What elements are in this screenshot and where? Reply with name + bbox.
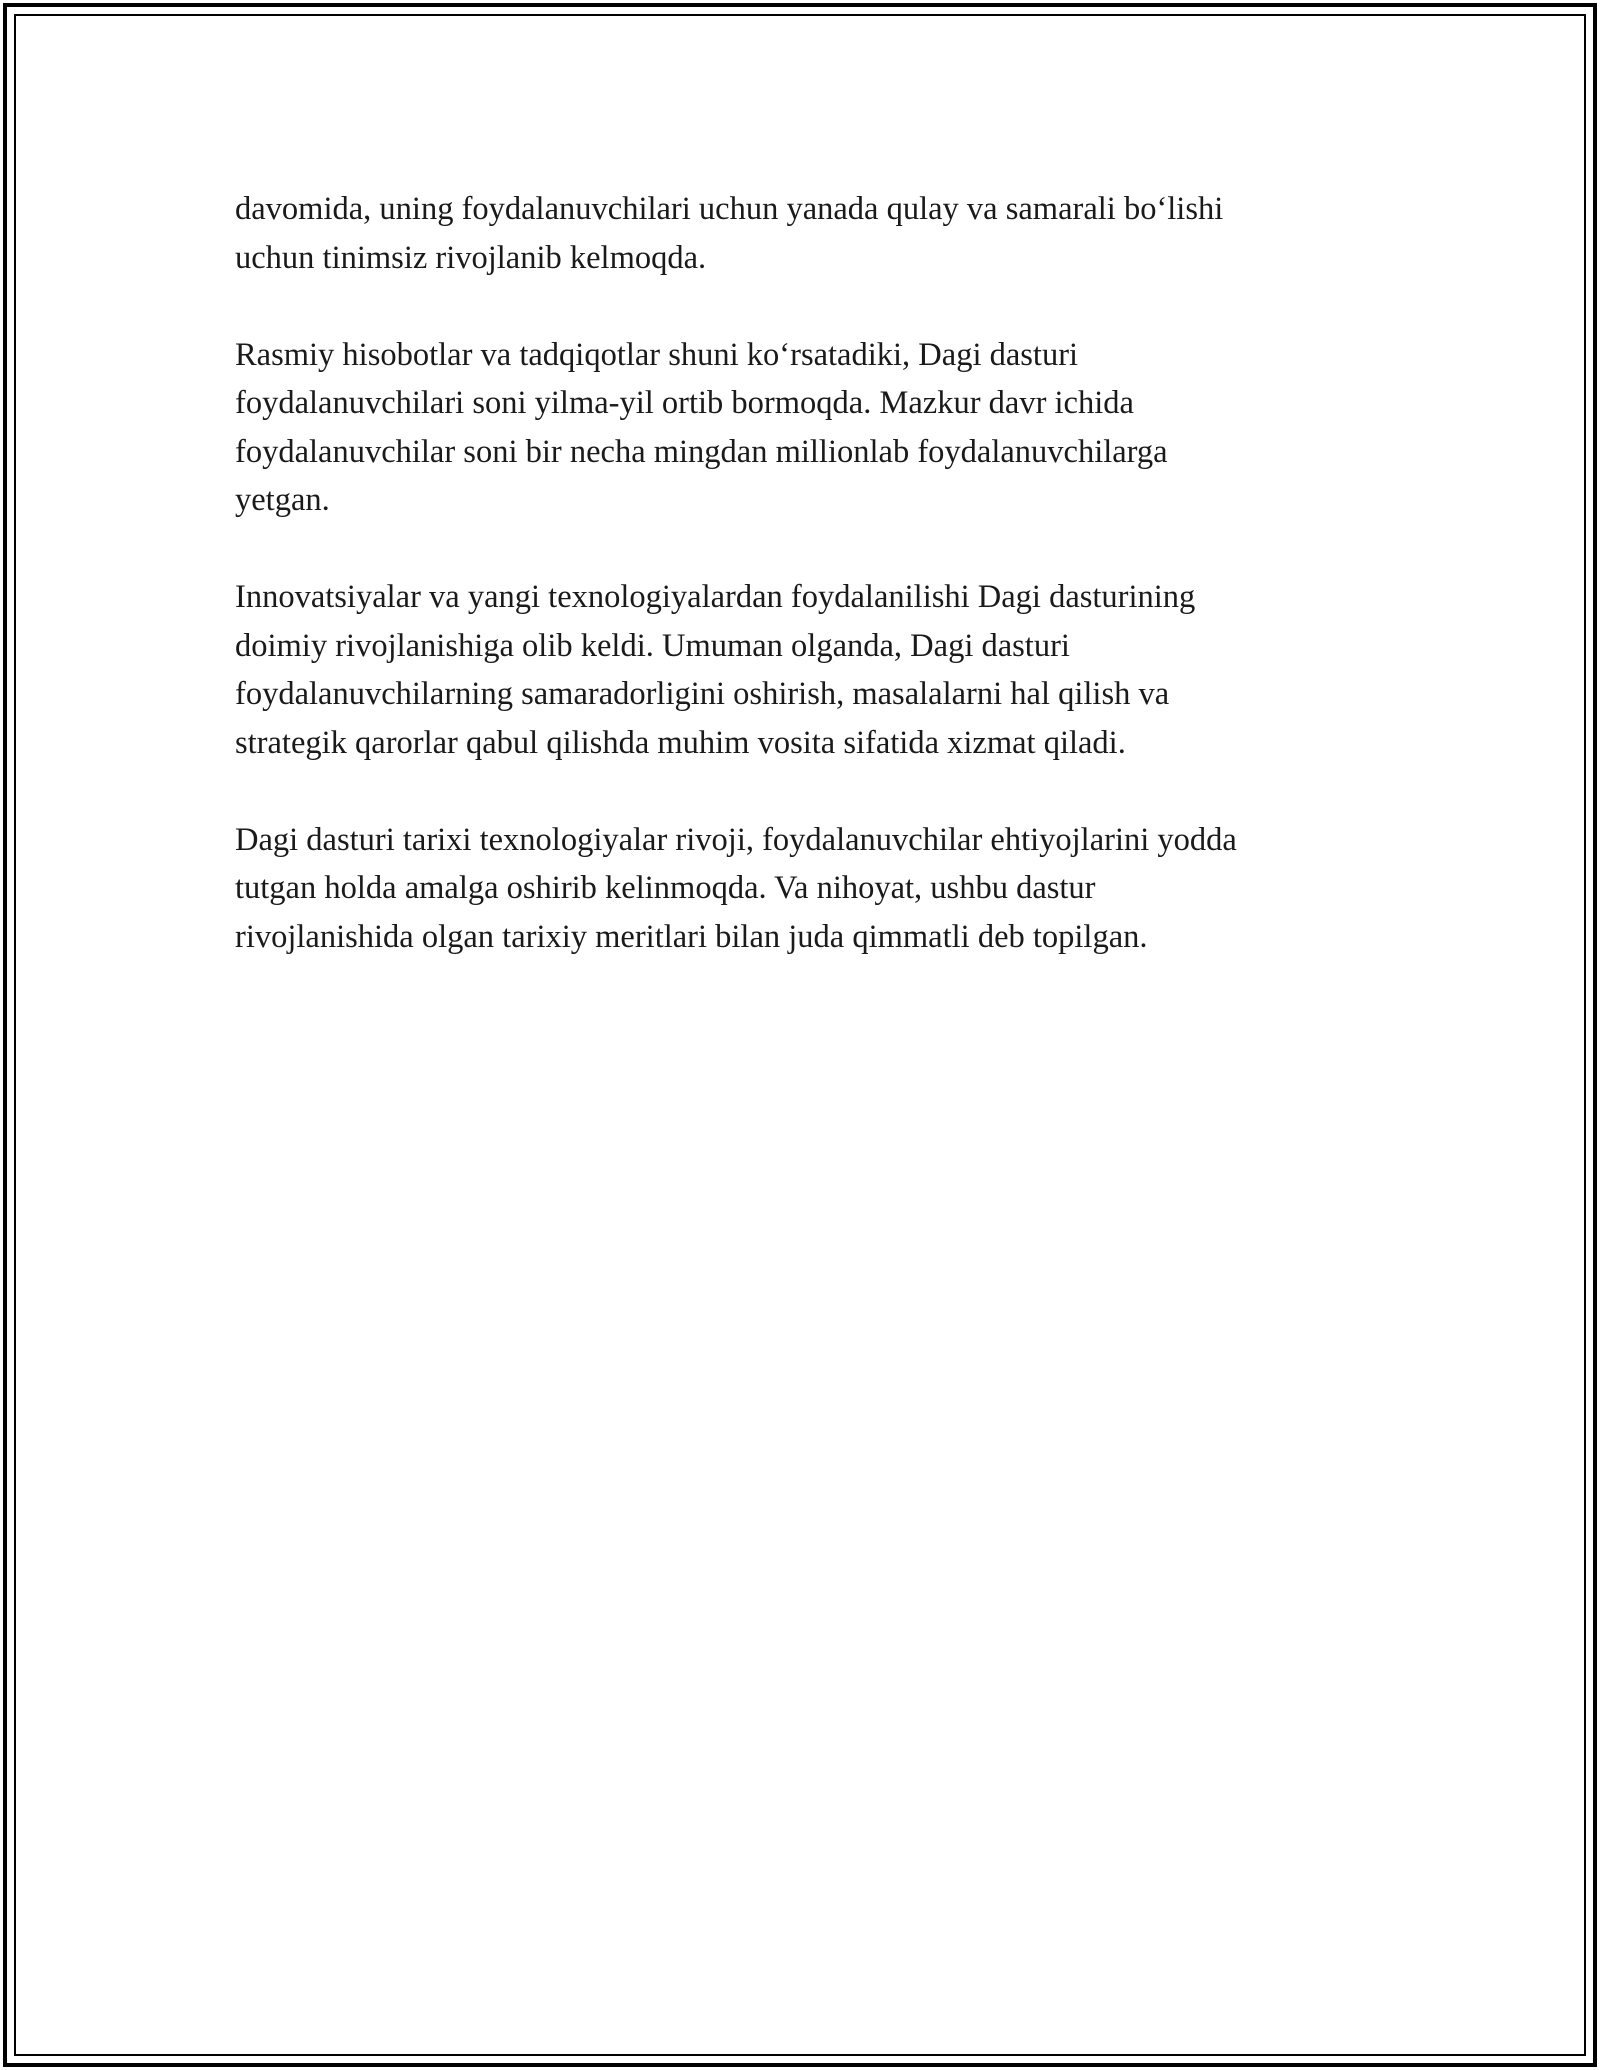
paragraph-4: [235, 816, 1395, 962]
paragraph-2: [235, 331, 1395, 525]
paragraph-line: strategik qarorlar qabul qilishda muhim vosita sifatida xizmat qiladi.: [235, 724, 1126, 761]
paragraph-line: yetgan.: [235, 482, 330, 518]
paragraph-line: foydalanuvchilarning samaradorligini oshirish, masalalarni hal qilish va: [235, 676, 1170, 712]
paragraph-line: foydalanuvchilar soni bir necha mingdan millionlab foydalanuvchilarga: [235, 433, 1168, 470]
paragraph-line: doimiy rivojlanishiga olib keldi. Umuman olganda, Dagi dasturi: [235, 627, 1070, 664]
paragraph-line: foydalanuvchilari soni yilma-yil ortib bormoqda. Mazkur davr ichida: [235, 385, 1134, 421]
document-body: [235, 185, 1395, 1010]
paragraph-line: tutgan holda amalga oshirib kelinmoqda. Va nihoyat, ushbu dastur: [235, 870, 1096, 906]
paragraph-line: davomida, uning foydalanuvchilari uchun yanada qulay va samarali bo‘lishi: [235, 191, 1224, 227]
paragraph-line: Dagi dasturi tarixi texnologiyalar rivoji, foydalanuvchilar ehtiyojlarini yodda: [235, 821, 1237, 858]
paragraph-3: [235, 573, 1395, 767]
paragraph-line: rivojlanishida olgan tarixiy meritlari bilan juda qimmatli deb topilgan.: [235, 918, 1148, 955]
paragraph-line: Rasmiy hisobotlar va tadqiqotlar shuni ko‘rsatadiki, Dagi dasturi: [235, 336, 1079, 373]
paragraph-line: Innovatsiyalar va yangi texnologiyalardan foydalanilishi Dagi dasturining: [235, 579, 1196, 615]
paragraph-1: [235, 185, 1395, 282]
paragraph-line: uchun tinimsiz rivojlanib kelmoqda.: [235, 239, 707, 276]
